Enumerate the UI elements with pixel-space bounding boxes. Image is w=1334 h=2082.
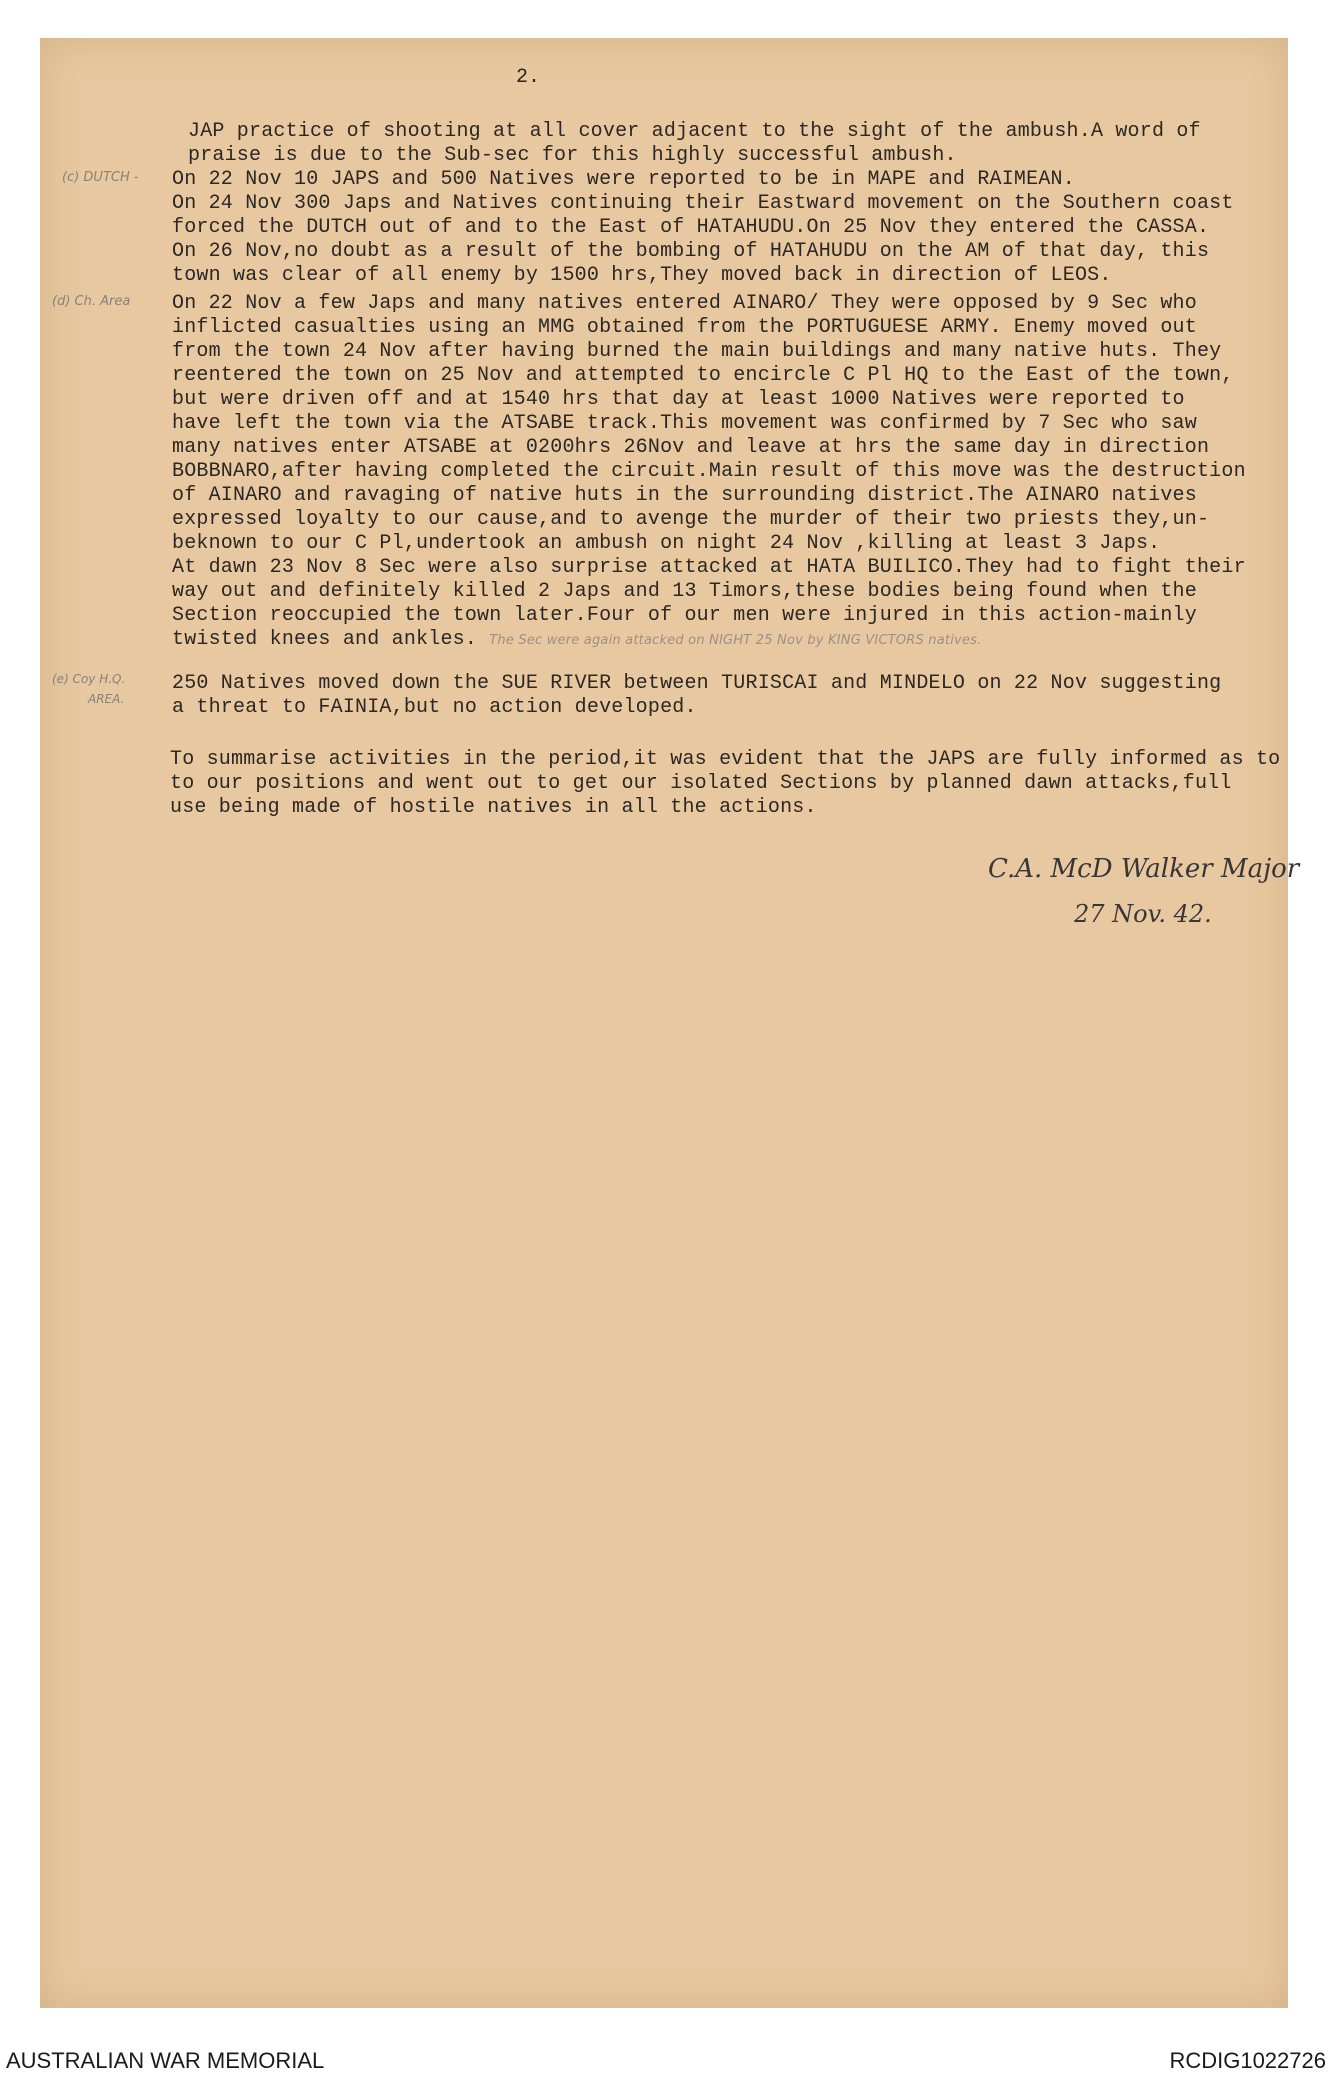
text-line: use being made of hostile natives in all the actions. — [170, 796, 817, 819]
text-line: praise is due to the Sub-sec for this highly successful ambush. — [188, 144, 957, 167]
text-line: Section reoccupied the town later.Four of our men were injured in this action-mainly — [172, 604, 1197, 627]
text-line — [172, 628, 981, 653]
text-line: On 26 Nov,no doubt as a result of the bombing of HATAHUDU on the AM of that day, this — [172, 240, 1210, 263]
text-line: have left the town via the ATSABE track.This movement was confirmed by 7 Sec who saw — [172, 412, 1197, 435]
text-line: forced the DUTCH out of and to the East of HATAHUDU.On 25 Nov they entered the CASSA. — [172, 216, 1210, 239]
text-line: On 22 Nov 10 JAPS and 500 Natives were reported to be in MAPE and RAIMEAN. — [172, 168, 1075, 191]
text-line-content: twisted knees and ankles. — [172, 628, 478, 651]
text-line: reentered the town on 25 Nov and attempted to encircle C Pl HQ to the East of the town, — [172, 364, 1234, 387]
text-line: inflicted casualties using an MMG obtained from the PORTUGUESE ARMY. Enemy moved out — [172, 316, 1197, 339]
signature: C.A. McD Walker Major — [988, 854, 1300, 884]
margin-note-e: (e) Coy H.Q. — [52, 672, 126, 686]
text-line: many natives enter ATSABE at 0200hrs 26Nov and leave at hrs the same day in direction — [172, 436, 1210, 459]
text-line: At dawn 23 Nov 8 Sec were also surprise attacked at HATA BUILICO.They had to fight their — [172, 556, 1246, 579]
page-number: 2. — [516, 66, 541, 89]
text-line: 250 Natives moved down the SUE RIVER between TURISCAI and MINDELO on 22 Nov suggesting — [172, 672, 1222, 695]
text-line: a threat to FAINIA,but no action developed. — [172, 696, 697, 719]
text-line: town was clear of all enemy by 1500 hrs,They moved back in direction of LEOS. — [172, 264, 1112, 287]
text-line: To summarise activities in the period,it was evident that the JAPS are fully informed as to — [170, 748, 1281, 771]
footer-archive-name: AUSTRALIAN WAR MEMORIAL — [6, 2048, 325, 2073]
handwritten-annotation: The Sec were again attacked on NIGHT 25 Nov by KING VICTORS natives. — [489, 633, 982, 648]
margin-note-e-area: AREA. — [88, 692, 125, 706]
margin-note-d: (d) Ch. Area — [52, 294, 131, 309]
footer-record-id: RCDIG1022726 — [1169, 2048, 1326, 2073]
text-line: JAP practice of shooting at all cover adjacent to the sight of the ambush.A word of — [188, 120, 1201, 143]
margin-note-c: (c) DUTCH - — [62, 170, 139, 185]
text-line: BOBBNARO,after having completed the circuit.Main result of this move was the destruction — [172, 460, 1246, 483]
text-line: from the town 24 Nov after having burned the main buildings and many native huts. They — [172, 340, 1222, 363]
signature-date: 27 Nov. 42. — [1074, 900, 1212, 928]
text-line: way out and definitely killed 2 Japs and 13 Timors,these bodies being found when the — [172, 580, 1197, 603]
text-line: of AINARO and ravaging of native huts in the surrounding district.The AINARO natives — [172, 484, 1197, 507]
text-line: beknown to our C Pl,undertook an ambush on night 24 Nov ,killing at least 3 Japs. — [172, 532, 1161, 555]
text-line: but were driven off and at 1540 hrs that day at least 1000 Natives were reported to — [172, 388, 1185, 411]
text-line: On 24 Nov 300 Japs and Natives continuing their Eastward movement on the Southern coast — [172, 192, 1234, 215]
text-line: expressed loyalty to our cause,and to avenge the murder of their two priests they,un- — [172, 508, 1210, 531]
text-line: On 22 Nov a few Japs and many natives entered AINARO/ They were opposed by 9 Sec who — [172, 292, 1197, 315]
text-line: to our positions and went out to get our isolated Sections by planned dawn attacks,full — [170, 772, 1232, 795]
